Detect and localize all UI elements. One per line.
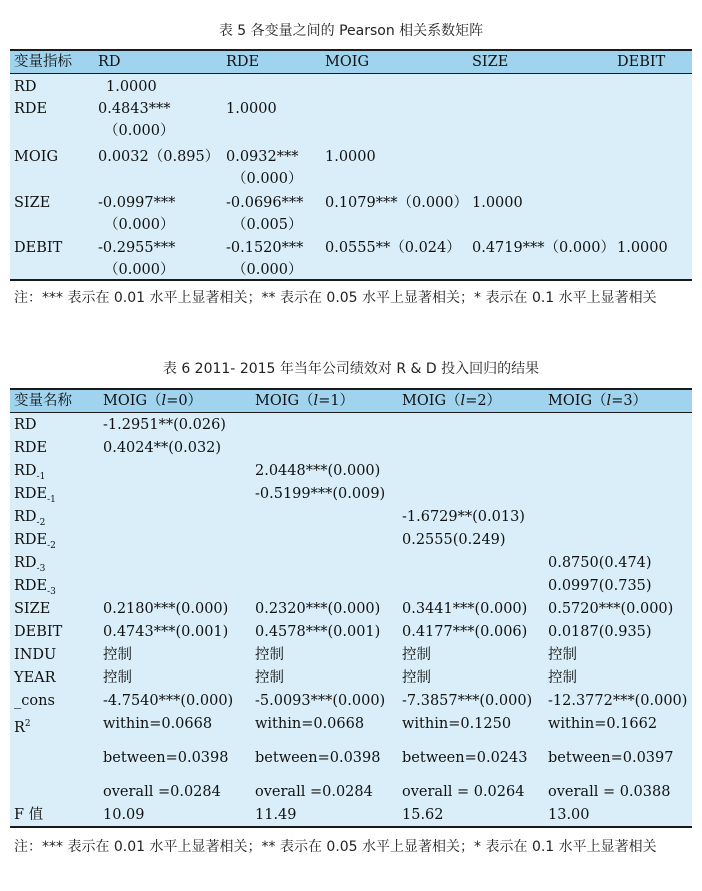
table6-row-label-text: RD [14,509,37,525]
table5-header-cell: RDE [226,54,260,70]
table6-row-label-text: RDE [14,440,48,456]
table5-cell-pvalue: （0.005） [232,217,303,233]
table6-row-label [14,416,37,434]
table6-cell: 控制 [103,647,132,663]
table6-row-label-text: RDE [14,578,48,594]
table6-row-label-text: RDE [14,532,48,548]
table5-header-cell: MOIG [325,54,370,70]
table6-row-label-text: YEAR [14,670,56,686]
table5-note: 注：*** 表示在 0.01 水平上显著相关；** 表示在 0.05 水平上显著相关；* 表示在 0.1 水平上显著相关 [14,290,657,306]
table6-f-cell: 15.62 [402,807,444,823]
table5-caption: 表 5 各变量之间的 Pearson 相关系数矩阵 [218,23,484,39]
table5-header-cell: SIZE [472,54,509,70]
table5-row-label: RD [14,79,37,95]
table6-cell: 0.3441***(0.000) [402,601,528,617]
table6-row-label [14,692,55,710]
table6-header-lag-value: =2） [465,393,502,409]
table5-row-label: DEBIT [14,240,63,256]
table5-cell-value: -0.1520*** [226,240,304,256]
table6-r2-overall: overall =0.0284 [255,784,373,800]
table6-header-cell [402,392,501,410]
table6-cell: 控制 [103,670,132,686]
table6-cell: -4.7540***(0.000) [103,693,234,709]
table6-r2-between: between=0.0397 [548,750,674,766]
table6-header-cell [103,392,202,410]
table6-row-label [14,577,56,601]
table6-r2-within: within=0.1250 [402,716,512,732]
table6-r2-within: within=0.1662 [548,716,658,732]
table6-cell: 0.4024**(0.032) [103,440,222,456]
table6-cell: 控制 [548,647,577,663]
table5-cell-pvalue: （0.000） [104,262,175,278]
table6-f-label: F 值 [14,807,44,823]
table5-row-label: SIZE [14,195,51,211]
table6-cell: 0.4743***(0.001) [103,624,229,640]
table6-f-cell: 10.09 [103,807,145,823]
table6-cell: 控制 [255,647,284,663]
table6-cell: 0.5720***(0.000) [548,601,674,617]
table6-row-label-text: _cons [14,693,55,709]
table6-row-label [14,508,45,532]
table6-row-label [14,531,56,555]
table6-row-label [14,554,45,578]
table6-r2-between: between=0.0398 [255,750,381,766]
table5-header-cell: RD [98,54,121,70]
table6-r2-label-sup: 2 [24,719,31,729]
table6-f-cell: 13.00 [548,807,590,823]
table6-cell: 0.2320***(0.000) [255,601,381,617]
table5 [10,49,692,281]
table5-row-label: MOIG [14,149,59,165]
table5-cell-value: 1.0000 [617,240,668,256]
table6-cell: 0.2180***(0.000) [103,601,229,617]
table6-row-label-lag: -2 [47,540,56,551]
table6-cell: 控制 [402,670,431,686]
table6-cell: 0.0997(0.735) [548,578,652,594]
table6-row-label [14,462,45,486]
table6-row-label-lag: -2 [36,517,46,528]
table5-row-label: RDE [14,101,48,117]
table5-cell-value: -0.2955*** [98,240,176,256]
table6-r2-within: within=0.0668 [255,716,365,732]
table5-cell-value: 0.4843*** [98,101,171,117]
table6-header-lag-symbol: l [313,393,319,409]
table6-header-text: MOIG（ [103,393,162,409]
table5-cell-value: 0.1079***（0.000） [325,195,468,211]
table6-cell: 控制 [548,670,577,686]
table6-row-label-text: RD [14,417,37,433]
table5-cell-value: 1.0000 [226,101,277,117]
table5-cell-pvalue: （0.000） [104,217,175,233]
table6-header-text: MOIG（ [402,393,461,409]
table6-r2-overall: overall = 0.0388 [548,784,671,800]
table6-row-label-lag: -3 [36,563,46,574]
table5-cell-value: 0.4719***（0.000） [472,240,615,256]
table6-row-label-text: RD [14,555,37,571]
table6-row-label-lag: -3 [47,586,56,597]
table6-header-cell [14,392,72,410]
table6-header-lag-value: =3） [611,393,648,409]
table6-cell: 0.0187(0.935) [548,624,652,640]
table6-cell: -5.0093***(0.000) [255,693,386,709]
table5-cell-value: 0.0555**（0.024） [325,240,461,256]
table6-f-cell: 11.49 [255,807,297,823]
table6-cell: 2.0448***(0.000) [255,463,381,479]
table6-header-lag-value: =0） [166,393,203,409]
table6-cell: 0.4177***(0.006) [402,624,528,640]
table6-row-label-text: DEBIT [14,624,63,640]
table6 [10,388,692,828]
table6-row-label-text: RD [14,463,37,479]
table6-row-label [14,623,62,641]
table5-cell-value: 1.0000 [106,79,157,95]
table6-row-label [14,669,56,687]
table5-header-cell: 变量指标 [14,54,72,70]
table6-cell: 控制 [255,670,284,686]
table6-r2-between: between=0.0398 [103,750,229,766]
table6-cell: -1.2951**(0.026) [103,417,226,433]
table6-header-text: MOIG（ [255,393,314,409]
table6-header-lag-value: =1） [318,393,355,409]
table5-cell-value: 1.0000 [472,195,523,211]
table5-cell-value: -0.0997*** [98,195,176,211]
table6-cell: 0.4578***(0.001) [255,624,381,640]
table6-row-label [14,646,56,664]
table6-cell: 0.8750(0.474) [548,555,652,571]
table6-row-label-lag: -1 [36,471,46,482]
table5-cell-pvalue: （0.000） [104,123,175,139]
table5-cell-value: 0.0932*** [226,149,299,165]
table6-cell: -0.5199***(0.009) [255,486,386,502]
table5-cell-value: -0.0696*** [226,195,304,211]
table6-cell: -7.3857***(0.000) [402,693,533,709]
table6-r2-label [14,715,31,737]
table6-r2-label-text: R [14,719,25,736]
table6-r2-within: within=0.0668 [103,716,213,732]
table6-row-label-text: INDU [14,647,57,663]
table5-cell-value: 0.0032（0.895） [98,149,220,165]
table5-cell-pvalue: （0.000） [232,262,303,278]
table6-row-label-text: RDE [14,486,48,502]
table6-header-cell [548,392,647,410]
table6-row-label [14,485,56,509]
table6-r2-between: between=0.0243 [402,750,528,766]
table5-cell-value: 1.0000 [325,149,376,165]
table6-r2-overall: overall =0.0284 [103,784,221,800]
table6-cell: -1.6729**(0.013) [402,509,525,525]
table6-header-text: 变量名称 [14,393,72,409]
table5-header-cell: DEBIT [617,54,666,70]
table6-header-text: MOIG（ [548,393,607,409]
table6-header-lag-symbol: l [606,393,612,409]
table6-row-label [14,439,47,457]
table6-cell: -12.3772***(0.000) [548,693,688,709]
table6-r2-overall: overall = 0.0264 [402,784,525,800]
table6-note: 注：*** 表示在 0.01 水平上显著相关；** 表示在 0.05 水平上显著相关；* 表示在 0.1 水平上显著相关 [14,839,657,855]
table6-row-label [14,600,50,618]
table6-header-lag-symbol: l [460,393,466,409]
table6-cell: 0.2555(0.249) [402,532,506,548]
table6-cell: 控制 [402,647,431,663]
table6-caption: 表 6 2011- 2015 年当年公司绩效对 R & D 投入回归的结果 [162,361,540,377]
table6-row-label-lag: -1 [47,494,56,505]
table5-cell-pvalue: （0.000） [232,171,303,187]
table6-header-cell [255,392,354,410]
table6-row-label-text: SIZE [14,601,51,617]
table6-header-lag-symbol: l [161,393,167,409]
